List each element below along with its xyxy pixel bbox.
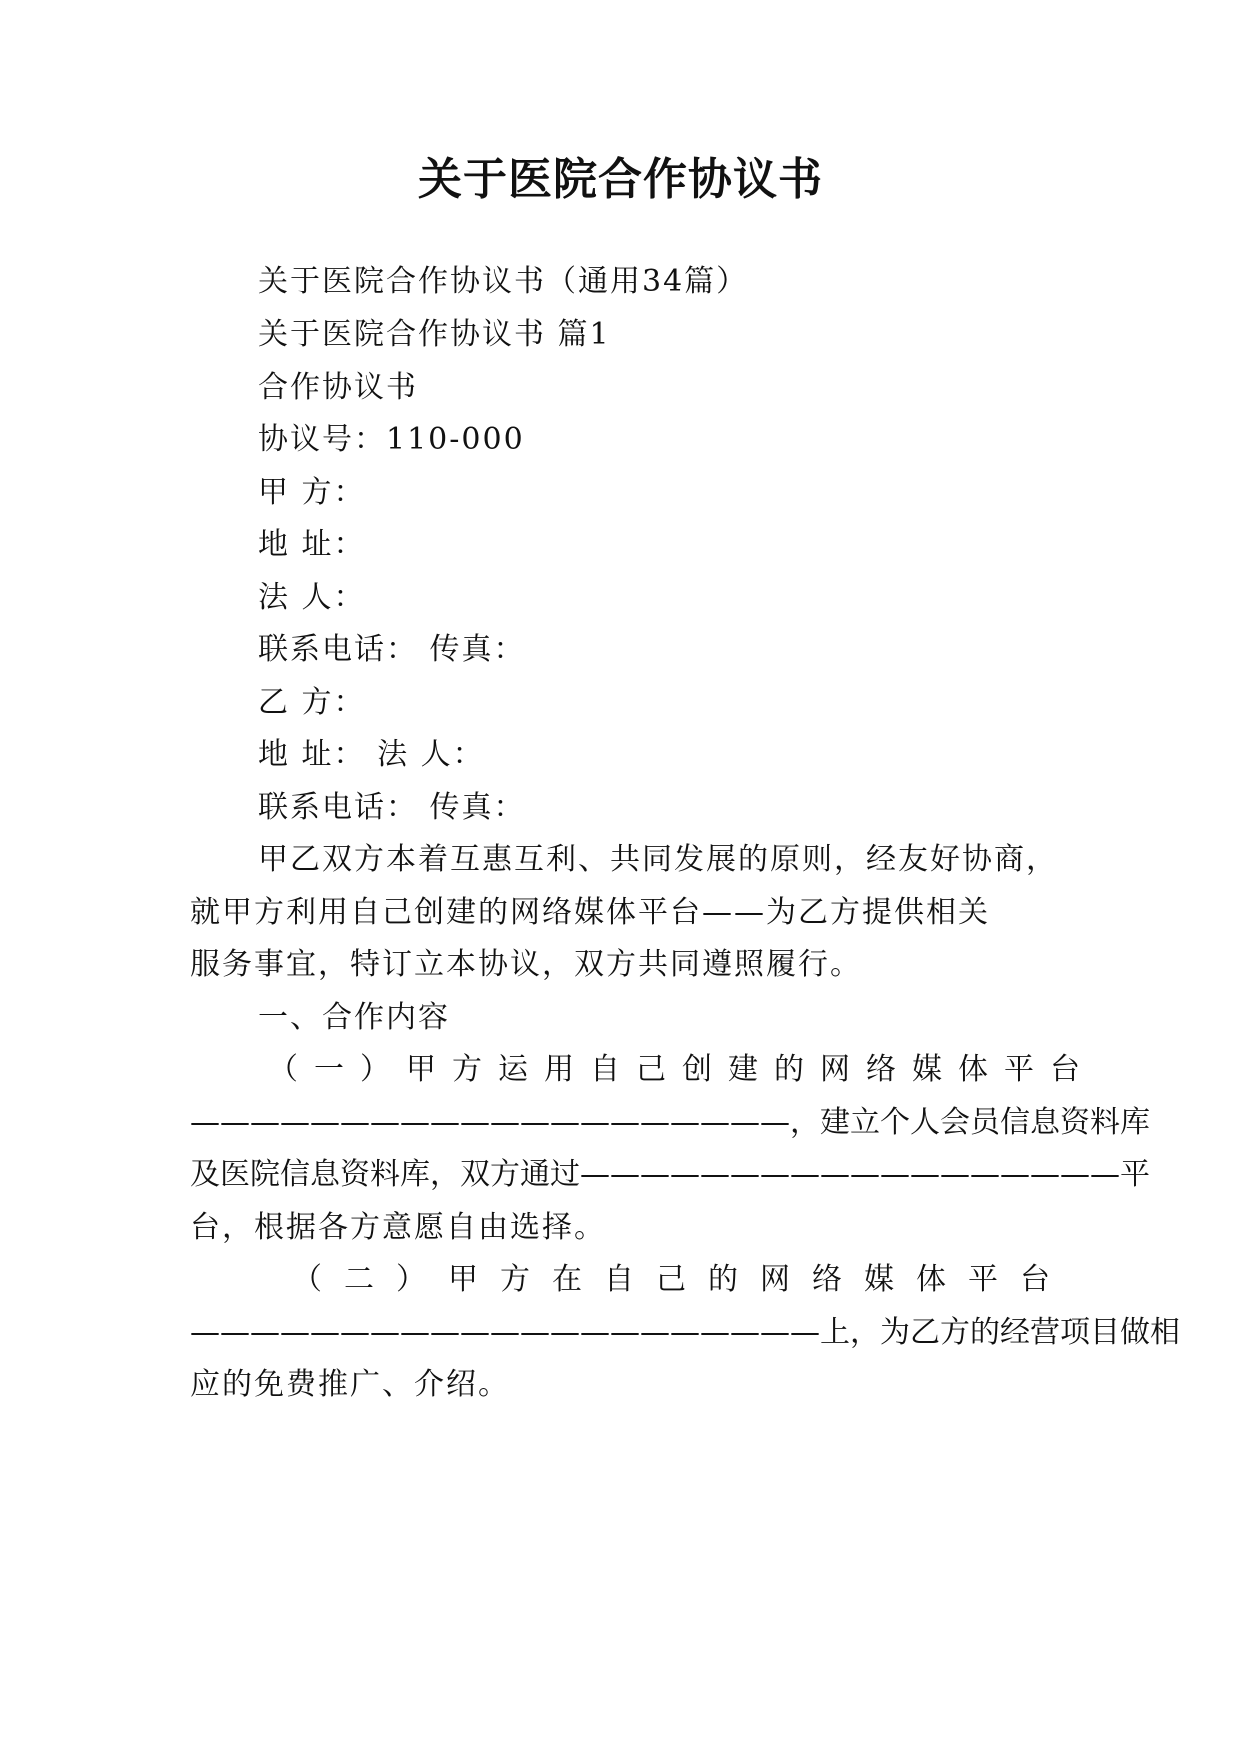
clause-two-line: —————————————————————上，为乙方的经营项目做相: [190, 1315, 1180, 1350]
clause-one-line: ————————————————————，建立个人会员信息资料库: [190, 1105, 1150, 1140]
clause-two-line: 应的免费推广、介绍。: [190, 1367, 510, 1402]
subtitle-line: 关于医院合作协议书（通用34篇）: [258, 264, 749, 299]
party-a-address-field: 地 址：: [258, 527, 366, 562]
party-b-field: 乙 方：: [258, 685, 366, 720]
party-a-legal-rep-field: 法 人：: [258, 580, 366, 615]
article-heading: 关于医院合作协议书 篇1: [258, 317, 611, 352]
intro-paragraph-line: 就甲方利用自己创建的网络媒体平台——为乙方提供相关: [190, 895, 990, 930]
party-b-contact-field: 联系电话： 传真：: [258, 790, 526, 825]
section-heading: 一、合作内容: [258, 1000, 450, 1035]
party-b-address-field: 地 址： 法 人：: [258, 737, 485, 772]
intro-paragraph-line: 甲乙双方本着互惠互利、共同发展的原则，经友好协商，: [258, 842, 1058, 877]
agreement-name: 合作协议书: [258, 370, 418, 405]
clause-one-line: 台，根据各方意愿自由选择。: [190, 1210, 606, 1245]
party-a-field: 甲 方：: [258, 475, 366, 510]
clause-one-line: 及医院信息资料库，双方通过——————————————————平: [190, 1157, 1150, 1192]
party-a-contact-field: 联系电话： 传真：: [258, 632, 526, 667]
clause-two-line: （二）甲方在自己的网络媒体平台: [292, 1262, 1072, 1297]
clause-one-line: （一）甲方运用自己创建的网络媒体平台: [268, 1052, 1096, 1087]
document-title: 关于医院合作协议书: [418, 154, 823, 205]
agreement-number: 协议号：110-000: [258, 422, 525, 457]
intro-paragraph-line: 服务事宜，特订立本协议，双方共同遵照履行。: [190, 947, 862, 982]
